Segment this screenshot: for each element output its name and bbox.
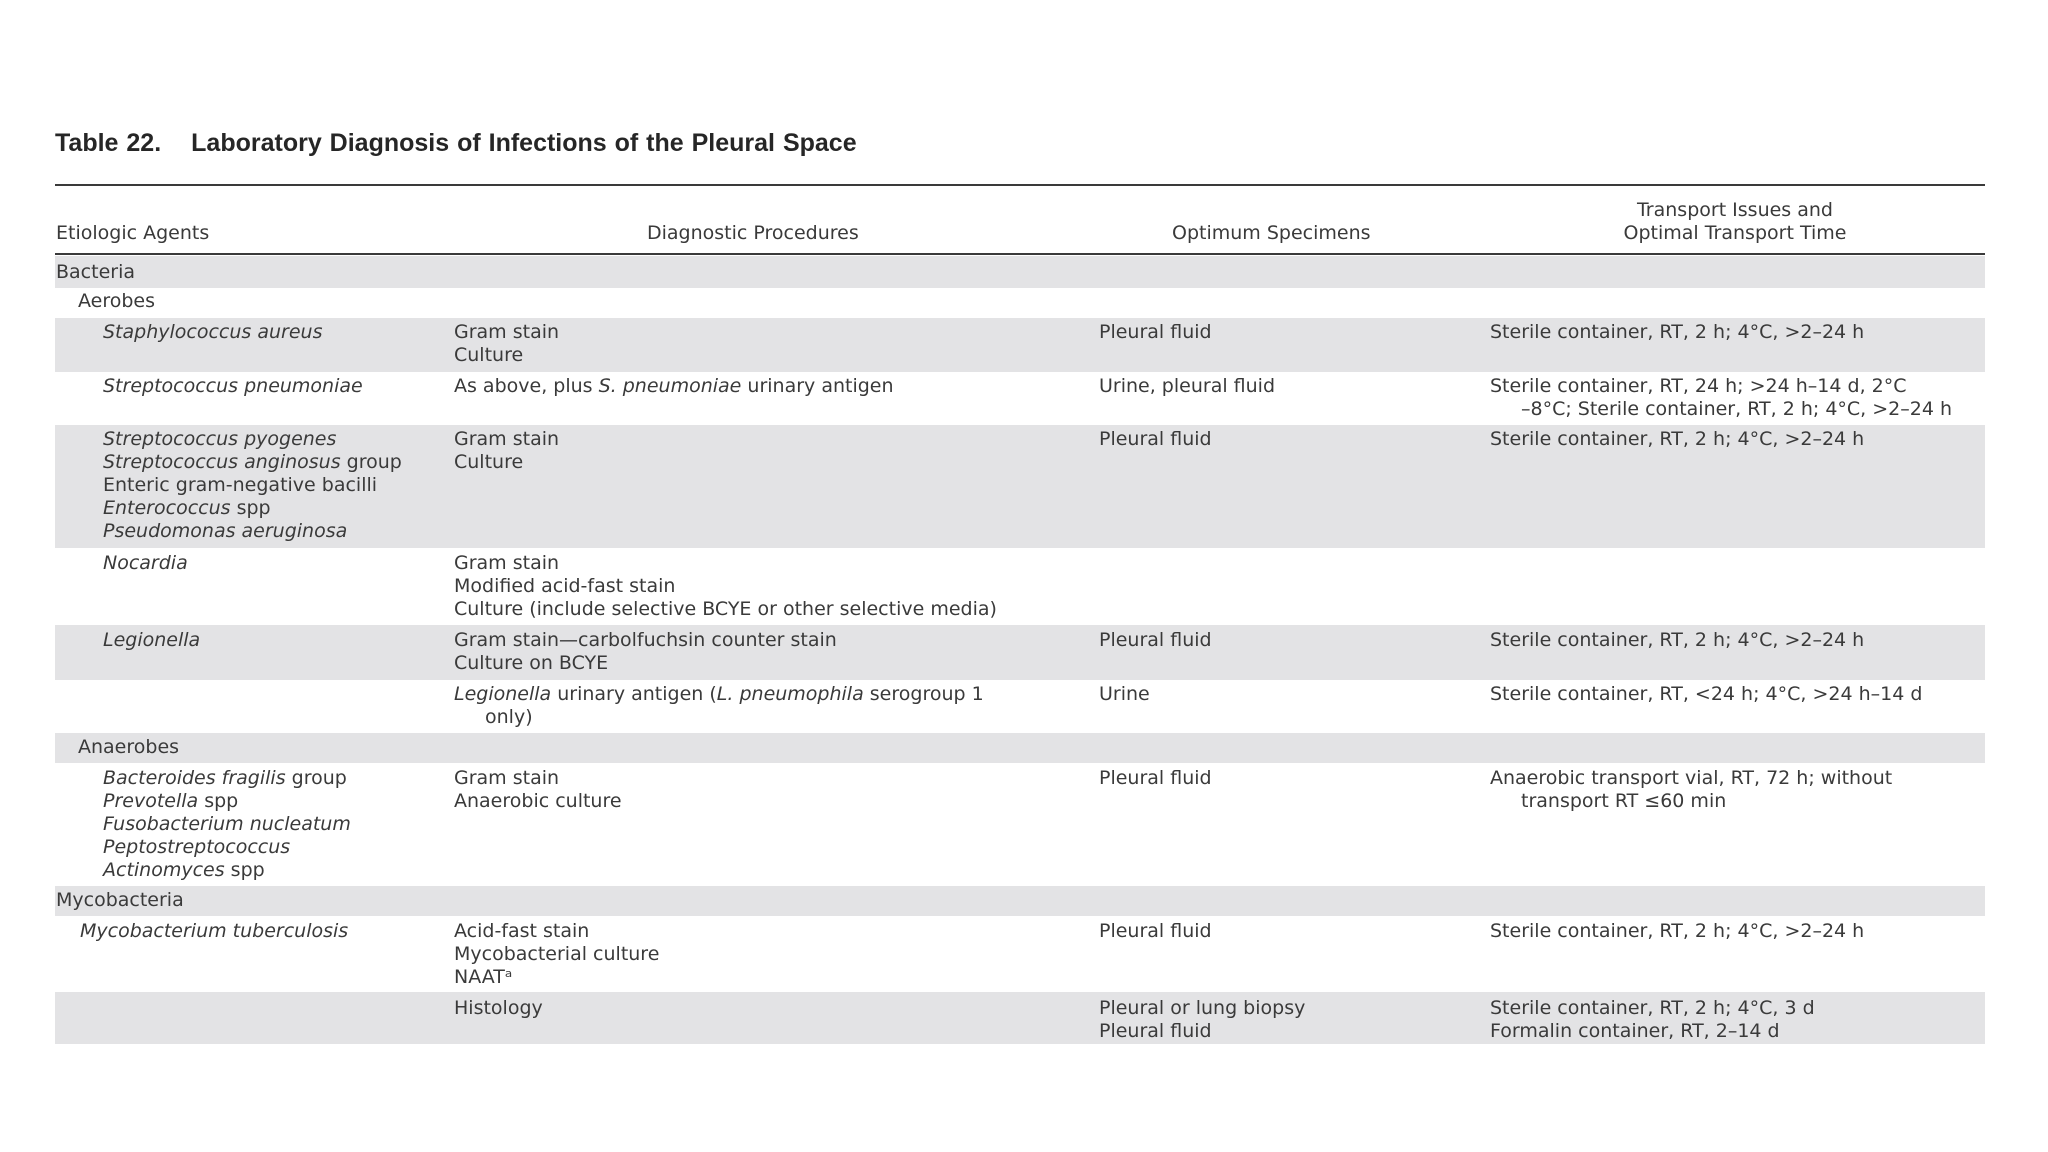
specimen-cell: Pleural fluid (1099, 321, 1212, 343)
agent-bacteroides-fragilis: Bacteroides fragilis group (103, 767, 347, 789)
procedure-text: As above, plus (454, 375, 599, 397)
agent-actinomyces: Actinomyces spp (103, 859, 265, 881)
header-optimum-specimens: Optimum Specimens (1172, 222, 1371, 244)
agent-streptococcus-pneumoniae: Streptococcus pneumoniae (103, 375, 363, 397)
procedure-text: urinary antigen (741, 375, 894, 397)
agent-peptostreptococcus: Peptostreptococcus (103, 836, 291, 858)
transport-cell (1490, 375, 1952, 421)
header-etiologic-agents: Etiologic Agents (56, 222, 210, 244)
agent-prevotella: Prevotella spp (103, 790, 239, 812)
band-mycobacteria (55, 886, 1985, 916)
table-number: Table 22. (55, 129, 162, 157)
procedure-line: Gram stain (454, 321, 560, 343)
procedure-line: Legionella urinary antigen (L. pneumophila serogroup 1 (454, 683, 984, 705)
transport-cell: Sterile container, RT, 2 h; 4°C, >2–24 h (1490, 920, 1865, 942)
agent-mycobacterium-tuberculosis: Mycobacterium tuberculosis (80, 920, 349, 942)
agent-pseudomonas-aeruginosa: Pseudomonas aeruginosa (103, 520, 348, 542)
procedure-line: NAATᵃ (454, 966, 513, 988)
agent-enteric-bacilli: Enteric gram-negative bacilli (103, 474, 378, 496)
agent-nocardia: Nocardia (103, 552, 188, 574)
specimen-cell: Urine (1099, 683, 1150, 705)
procedure-organism: S. pneumoniae (598, 375, 742, 397)
procedure-line: Mycobacterial culture (454, 943, 660, 965)
procedures-cell (454, 920, 659, 989)
transport-line: Sterile container, RT, 2 h; 4°C, 3 d (1490, 997, 1815, 1019)
procedure-line: Gram stain (454, 552, 560, 574)
table-title (55, 129, 857, 158)
band-anaerobes (55, 733, 1985, 763)
specimen-cell (1099, 997, 1305, 1043)
header-diagnostic-procedures: Diagnostic Procedures (647, 222, 859, 244)
procedure-line: only) (485, 706, 533, 728)
procedure-line: Culture (454, 344, 524, 366)
top-rule (55, 184, 1985, 186)
agents-cell (103, 767, 351, 882)
specimen-cell: Pleural fluid (1099, 428, 1212, 450)
header-transport-line-1: Transport Issues and (1636, 199, 1833, 221)
agent-fusobacterium: Fusobacterium nucleatum (103, 813, 351, 835)
agent-streptococcus-pyogenes: Streptococcus pyogenes (103, 428, 337, 450)
section-mycobacteria: Mycobacteria (56, 889, 184, 911)
transport-line: –8°C; Sterile container, RT, 2 h; 4°C, >2–24 h (1521, 398, 1953, 420)
table-caption: Laboratory Diagnosis of Infections of the Pleural Space (191, 129, 857, 157)
header-transport (1560, 199, 1910, 245)
agent-staphylococcus-aureus: Staphylococcus aureus (103, 321, 323, 343)
transport-line: Sterile container, RT, 24 h; >24 h–14 d, 2°C (1490, 375, 1907, 397)
procedure-line: Modified acid-fast stain (454, 575, 676, 597)
agent-legionella: Legionella (103, 629, 201, 651)
procedure-line: Acid-fast stain (454, 920, 590, 942)
procedures-cell: Histology (454, 997, 543, 1019)
transport-line: transport RT ≤60 min (1521, 790, 1727, 812)
section-aerobes: Aerobes (78, 290, 156, 312)
procedure-line: Gram stain—carbolfuchsin counter stain (454, 629, 837, 651)
specimen-cell: Urine, pleural fluid (1099, 375, 1276, 397)
procedure-line: Culture (include selective BCYE or other selective media) (454, 598, 997, 620)
band-bacteria (55, 256, 1985, 288)
transport-line: Formalin container, RT, 2–14 d (1490, 1020, 1780, 1042)
procedures-cell (454, 428, 559, 474)
procedures-cell (454, 375, 894, 398)
procedure-line: Gram stain (454, 767, 560, 789)
specimen-cell: Pleural fluid (1099, 629, 1212, 651)
agent-streptococcus-anginosus: Streptococcus anginosus group (103, 451, 402, 473)
header-rule (55, 253, 1985, 255)
procedures-cell (454, 767, 622, 813)
transport-cell: Sterile container, RT, 2 h; 4°C, >2–24 h (1490, 629, 1865, 651)
transport-cell (1490, 767, 1892, 813)
transport-cell: Sterile container, RT, 2 h; 4°C, >2–24 h (1490, 428, 1865, 450)
procedures-cell (454, 321, 559, 367)
agents-cell (103, 428, 402, 543)
procedure-line: Anaerobic culture (454, 790, 622, 812)
specimen-cell: Pleural fluid (1099, 767, 1212, 789)
agent-enterococcus: Enterococcus spp (103, 497, 271, 519)
specimen-cell: Pleural fluid (1099, 920, 1212, 942)
procedure-line: Culture on BCYE (454, 652, 609, 674)
transport-line: Anaerobic transport vial, RT, 72 h; without (1490, 767, 1893, 789)
procedure-line: Gram stain (454, 428, 560, 450)
section-anaerobes: Anaerobes (78, 736, 180, 758)
procedures-cell (454, 629, 837, 675)
transport-cell (1490, 997, 1815, 1043)
header-transport-line-2: Optimal Transport Time (1623, 222, 1847, 244)
specimen-line: Pleural or lung biopsy (1099, 997, 1306, 1019)
procedures-cell (454, 683, 984, 729)
procedure-line: Culture (454, 451, 524, 473)
section-bacteria: Bacteria (56, 261, 135, 283)
transport-cell: Sterile container, RT, 2 h; 4°C, >2–24 h (1490, 321, 1865, 343)
transport-cell: Sterile container, RT, <24 h; 4°C, >24 h–14 d (1490, 683, 1923, 705)
specimen-line: Pleural fluid (1099, 1020, 1212, 1042)
procedures-cell (454, 552, 997, 621)
